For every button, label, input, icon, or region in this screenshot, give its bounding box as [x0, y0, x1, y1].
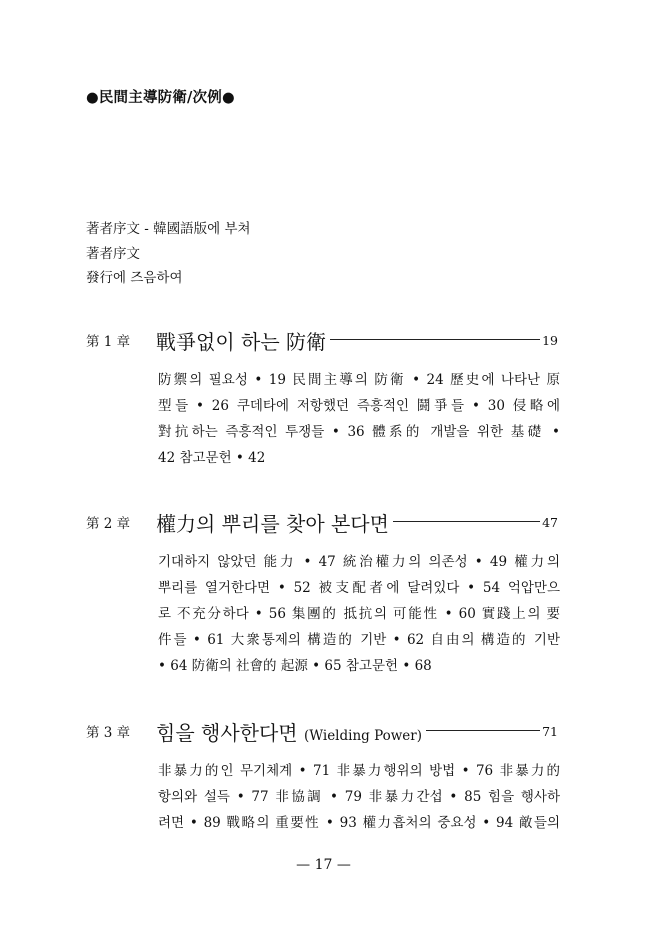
contents-line: 防禦의 필요성 • 19 民間主導의 防衛 • 24 歷史에 나타난 原	[158, 372, 560, 388]
front-matter-item: 發行에 즈음하여	[86, 270, 183, 286]
chapter-heading	[86, 323, 558, 357]
chapter-subtitle: (Wielding Power)	[303, 727, 423, 744]
chapter-title	[156, 717, 422, 746]
contents-line: 려면 • 89 戰略의 重要性 • 93 權力흡처의 중요성 • 94 敵들의	[158, 815, 560, 831]
chapter-2	[86, 505, 558, 679]
contents-line: 기대하지 않았던 能力 • 47 統治權力의 의존성 • 49 權力의	[158, 554, 560, 570]
front-matter-list	[86, 217, 251, 291]
contents-line: 非暴力的인 무기체계 • 71 非暴力행위의 방법 • 76 非暴力的	[158, 763, 560, 779]
chapter-contents	[158, 549, 560, 679]
leader-line	[393, 521, 540, 522]
chapter-heading	[86, 505, 558, 539]
chapter-title-text: 힘을 행사한다면	[156, 720, 298, 745]
contents-line: 항의와 설득 • 77 非協調 • 79 非暴力간섭 • 85 힘을 행사하	[158, 789, 560, 805]
chapter-1	[86, 323, 558, 471]
contents-line: 뿌리를 열거한다면 • 52 被支配者에 달려있다 • 54 억압만으	[158, 580, 560, 596]
page-number: — 17 —	[296, 857, 351, 873]
chapter-contents	[158, 367, 560, 471]
contents-line: 42 참고문헌 • 42	[158, 450, 266, 466]
front-matter-item: 著者序文	[86, 245, 140, 262]
front-matter-item: 著者序文 - 韓國語版에 부쳐	[86, 221, 251, 237]
chapter-title: 戰爭없이 하는 防衛	[156, 329, 326, 354]
chapter-page-number: 19	[542, 332, 558, 348]
contents-line: 로 不充分하다 • 56 集團的 抵抗의 可能性 • 60 實踐上의 要	[158, 606, 560, 622]
chapter-page-number: 71	[542, 723, 558, 739]
chapter-3	[86, 714, 558, 836]
chapter-number: 第 3 章	[86, 725, 131, 741]
contents-line: 對抗하는 즉흥적인 투쟁들 • 36 體系的 개발을 위한 基礎 •	[158, 424, 560, 440]
contents-line: 件들 • 61 大衆통제의 構造的 기반 • 62 自由의 構造的 기반	[158, 632, 560, 648]
contents-line: • 64 防衛의 社會的 起源 • 65 참고문헌 • 68	[158, 658, 432, 674]
chapter-page-number: 47	[542, 514, 558, 530]
chapter-contents	[158, 758, 560, 836]
contents-line: 型들 • 26 쿠데타에 저항했던 즉흥적인 鬪爭들 • 30 侵略에	[158, 398, 560, 414]
chapter-number: 第 2 章	[86, 516, 131, 532]
leader-line	[426, 730, 540, 731]
leader-line	[330, 339, 540, 340]
chapter-title: 權力의 뿌리를 찾아 본다면	[156, 511, 389, 536]
chapter-heading	[86, 714, 558, 748]
book-title: ●民間主導防衛/次例●	[86, 89, 235, 106]
chapter-number: 第 1 章	[86, 334, 131, 350]
